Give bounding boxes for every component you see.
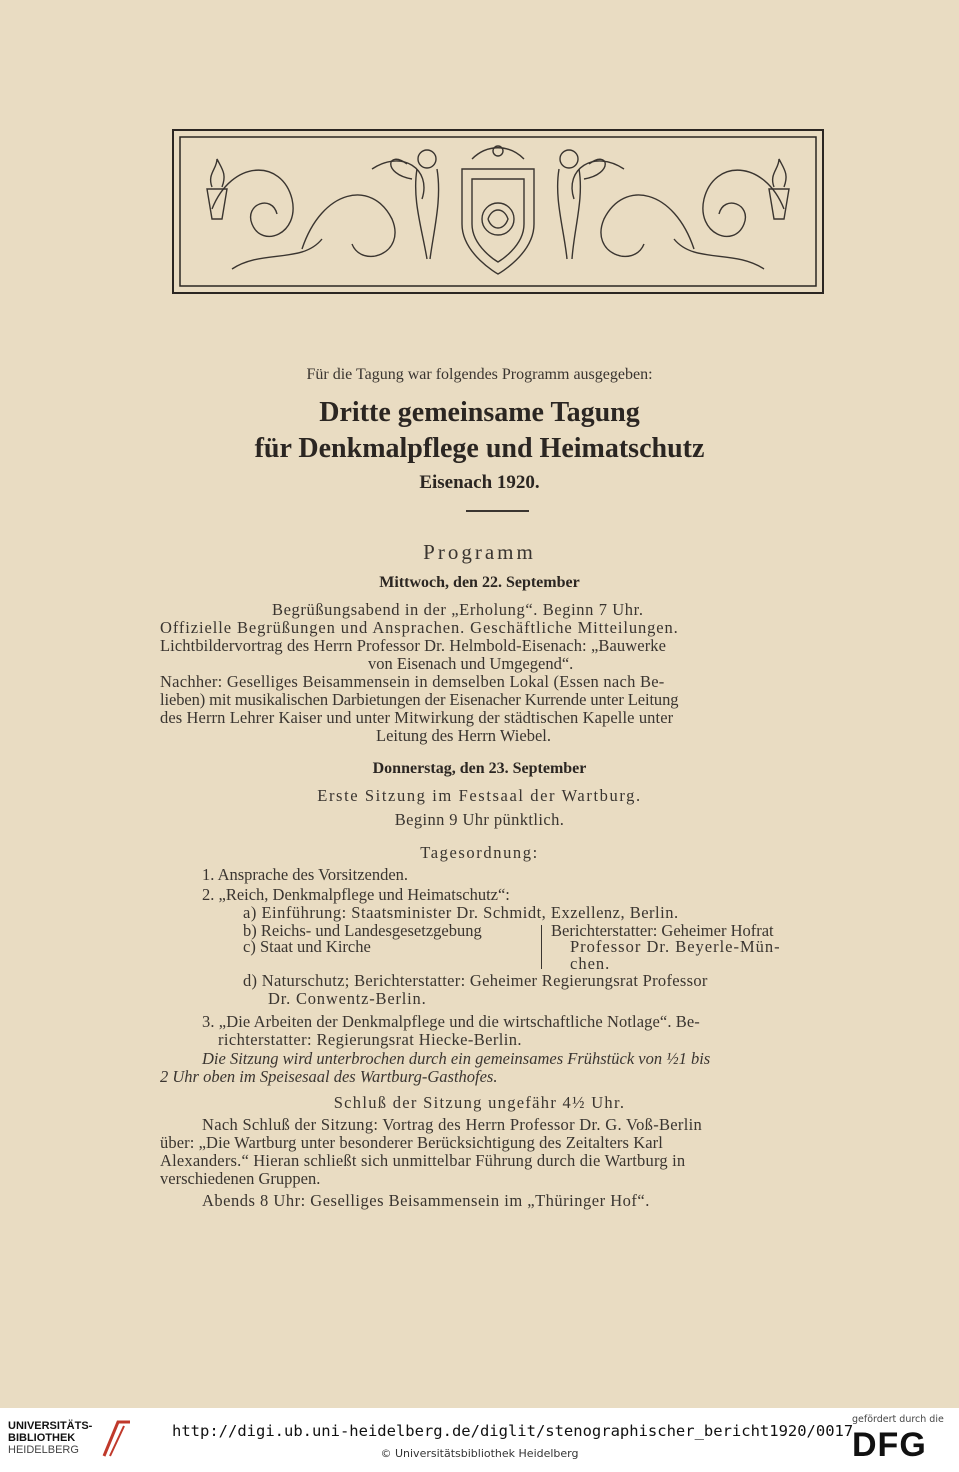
day1-line: lieben) mit musikalischen Darbietungen der Eisenacher Kurrende unter Leitung — [160, 690, 679, 709]
day1-line: Begrüßungsabend in der „Erholung“. Beginn 7 Uhr. — [272, 600, 644, 619]
after-session: Nach Schluß der Sitzung: Vortrag des Herrn Professor Dr. G. Voß-Berlin — [202, 1115, 703, 1134]
reporter-line: chen. — [570, 954, 611, 973]
agenda-subitem: d) Naturschutz; Berichterstatter: Geheimer Regierungsrat Professor — [243, 971, 708, 990]
agenda-item: 2. „Reich, Denkmalpflege und Heimatschutz“: — [202, 885, 510, 904]
ornamental-banner — [172, 129, 824, 294]
day1-line: von Eisenach und Umgegend“. — [368, 654, 574, 673]
day2-heading: Donnerstag, den 23. September — [372, 760, 587, 777]
agenda-heading: Tagesordnung: — [420, 843, 539, 862]
reporter-line: Berichterstatter: Geheimer Hofrat — [551, 921, 774, 940]
agenda-item: 3. „Die Arbeiten der Denkmalpflege und die wirtschaftliche Notlage“. Be- — [202, 1012, 700, 1031]
divider — [466, 510, 529, 512]
after-session: Alexanders.“ Hieran schließt sich unmittelbar Führung durch die Wartburg in — [160, 1151, 686, 1170]
brace — [541, 925, 542, 969]
library-name-1: UNIVERSITÄTS- — [8, 1420, 93, 1432]
library-name-2: BIBLIOTHEK — [8, 1432, 76, 1444]
after-session: über: „Die Wartburg unter besonderer Berücksichtigung des Zeitalters Karl — [160, 1133, 663, 1152]
day1-line: Offizielle Begrüßungen und Ansprachen. Geschäftliche Mitteilungen. — [160, 618, 679, 637]
dfg-logo: DFG — [852, 1426, 927, 1464]
agenda-subitem: c) Staat und Kirche — [243, 937, 371, 956]
programm-heading: Programm — [423, 540, 536, 564]
reporter-line: Professor Dr. Beyerle-Mün- — [570, 937, 781, 956]
day1-line: Leitung des Herrn Wiebel. — [376, 726, 551, 745]
agenda-subitem: a) Einführung: Staatsminister Dr. Schmidt, Exzellenz, Berlin. — [243, 903, 679, 922]
day1-line: Lichtbildervortrag des Herrn Professor Dr. Helmbold-Eisenach: „Bauwerke — [160, 636, 667, 655]
subtitle: Eisenach 1920. — [419, 472, 540, 493]
day1-heading: Mittwoch, den 22. September — [379, 574, 580, 591]
session-close: Schluß der Sitzung ungefähr 4½ Uhr. — [333, 1093, 626, 1112]
title-line-2: für Denkmalpflege und Heimatschutz — [254, 433, 705, 464]
footer-bar — [0, 1408, 959, 1472]
agenda-subitem: b) Reichs- und Landesgesetzgebung — [243, 921, 482, 940]
day1-line: des Herrn Lehrer Kaiser und unter Mitwirkung der städtischen Kapelle unter — [160, 708, 674, 727]
agenda-subitem: Dr. Conwentz-Berlin. — [268, 989, 427, 1008]
title-line-1: Dritte gemeinsame Tagung — [319, 397, 640, 428]
copyright-text: © Universitätsbibliothek Heidelberg — [380, 1447, 579, 1460]
day1-line: Nachher: Geselliges Beisammensein in demselben Lokal (Essen nach Be- — [160, 672, 665, 691]
start-time: Beginn 9 Uhr pünktlich. — [394, 810, 565, 829]
intro-text: Für die Tagung war folgendes Programm ausgegeben: — [306, 366, 653, 383]
permalink-url[interactable]: http://digi.ub.uni-heidelberg.de/diglit/stenographischer_bericht1920/0017 — [172, 1422, 854, 1440]
library-name-3: HEIDELBERG — [8, 1444, 79, 1456]
agenda-item: richterstatter: Regierungsrat Hiecke-Berlin. — [218, 1030, 522, 1049]
evening-event: Abends 8 Uhr: Geselliges Beisammensein im „Thüringer Hof“. — [202, 1191, 650, 1210]
session-text: Erste Sitzung im Festsaal der Wartburg. — [317, 786, 642, 805]
agenda-item: 1. Ansprache des Vorsitzenden. — [202, 865, 409, 884]
funded-by-text: gefördert durch die — [852, 1414, 944, 1425]
break-note: 2 Uhr oben im Speisesaal des Wartburg-Gasthofes. — [160, 1067, 498, 1086]
after-session: verschiedenen Gruppen. — [160, 1169, 321, 1188]
break-note: Die Sitzung wird unterbrochen durch ein gemeinsames Frühstück von ½1 bis — [202, 1049, 711, 1068]
